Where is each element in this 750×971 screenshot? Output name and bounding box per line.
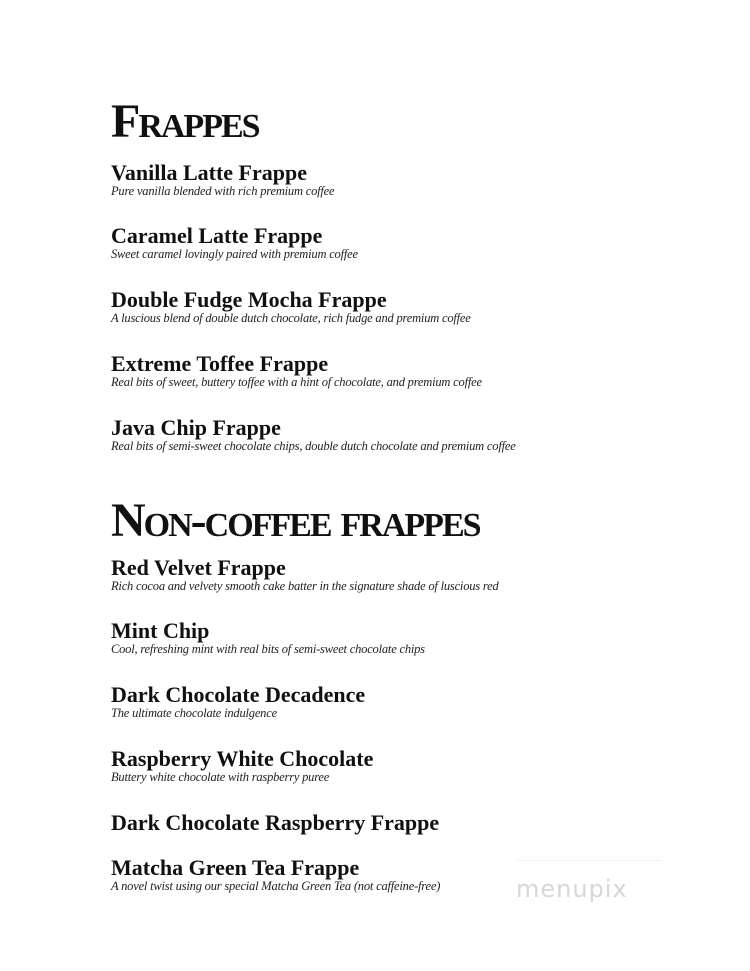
item-description: Sweet caramel lovingly paired with premium coffee bbox=[111, 247, 358, 261]
menu-item-dark-chocolate-raspberry-frappe bbox=[111, 812, 439, 834]
item-name: Mint Chip bbox=[111, 618, 210, 643]
item-name: Extreme Toffee Frappe bbox=[111, 351, 329, 376]
watermark-text: menupix bbox=[516, 875, 628, 903]
item-name: Raspberry White Chocolate bbox=[111, 746, 374, 771]
section-title-non-coffee-frappes: Non-coffee frappes bbox=[111, 494, 480, 547]
item-description: Real bits of semi-sweet chocolate chips, double dutch chocolate and premium coffee bbox=[111, 439, 516, 453]
item-name: Vanilla Latte Frappe bbox=[111, 160, 307, 185]
watermark-logo bbox=[516, 860, 661, 909]
item-name: Caramel Latte Frappe bbox=[111, 223, 323, 248]
menu-item-double-fudge-mocha-frappe bbox=[111, 289, 471, 325]
menu-item-extreme-toffee-frappe bbox=[111, 353, 482, 389]
item-name: Dark Chocolate Raspberry Frappe bbox=[111, 810, 440, 835]
item-description: The ultimate chocolate indulgence bbox=[111, 706, 277, 720]
item-name: Java Chip Frappe bbox=[111, 415, 281, 440]
item-description: A luscious blend of double dutch chocolate, rich fudge and premium coffee bbox=[111, 311, 471, 325]
item-name: Matcha Green Tea Frappe bbox=[111, 855, 360, 880]
menu-item-raspberry-white-chocolate bbox=[111, 748, 373, 784]
menu-item-caramel-latte-frappe bbox=[111, 225, 358, 261]
menu-item-dark-chocolate-decadence bbox=[111, 684, 365, 720]
section-title-frappes: Frappes bbox=[111, 95, 259, 148]
item-description: Pure vanilla blended with rich premium coffee bbox=[111, 184, 335, 198]
item-name: Dark Chocolate Decadence bbox=[111, 682, 366, 707]
item-name: Red Velvet Frappe bbox=[111, 555, 286, 580]
item-name: Double Fudge Mocha Frappe bbox=[111, 287, 387, 312]
menu-item-vanilla-latte-frappe bbox=[111, 162, 334, 198]
item-description: Real bits of sweet, buttery toffee with a hint of chocolate, and premium coffee bbox=[111, 375, 482, 389]
item-description: Cool, refreshing mint with real bits of semi-sweet chocolate chips bbox=[111, 642, 425, 656]
menu-item-red-velvet-frappe bbox=[111, 557, 499, 593]
menu-item-matcha-green-tea-frappe bbox=[111, 857, 440, 893]
item-description: A novel twist using our special Matcha Green Tea (not caffeine-free) bbox=[111, 879, 441, 893]
item-description: Buttery white chocolate with raspberry puree bbox=[111, 770, 330, 784]
menu-item-mint-chip bbox=[111, 620, 425, 656]
menu-item-java-chip-frappe bbox=[111, 417, 516, 453]
item-description: Rich cocoa and velvety smooth cake batter in the signature shade of luscious red bbox=[111, 579, 499, 593]
